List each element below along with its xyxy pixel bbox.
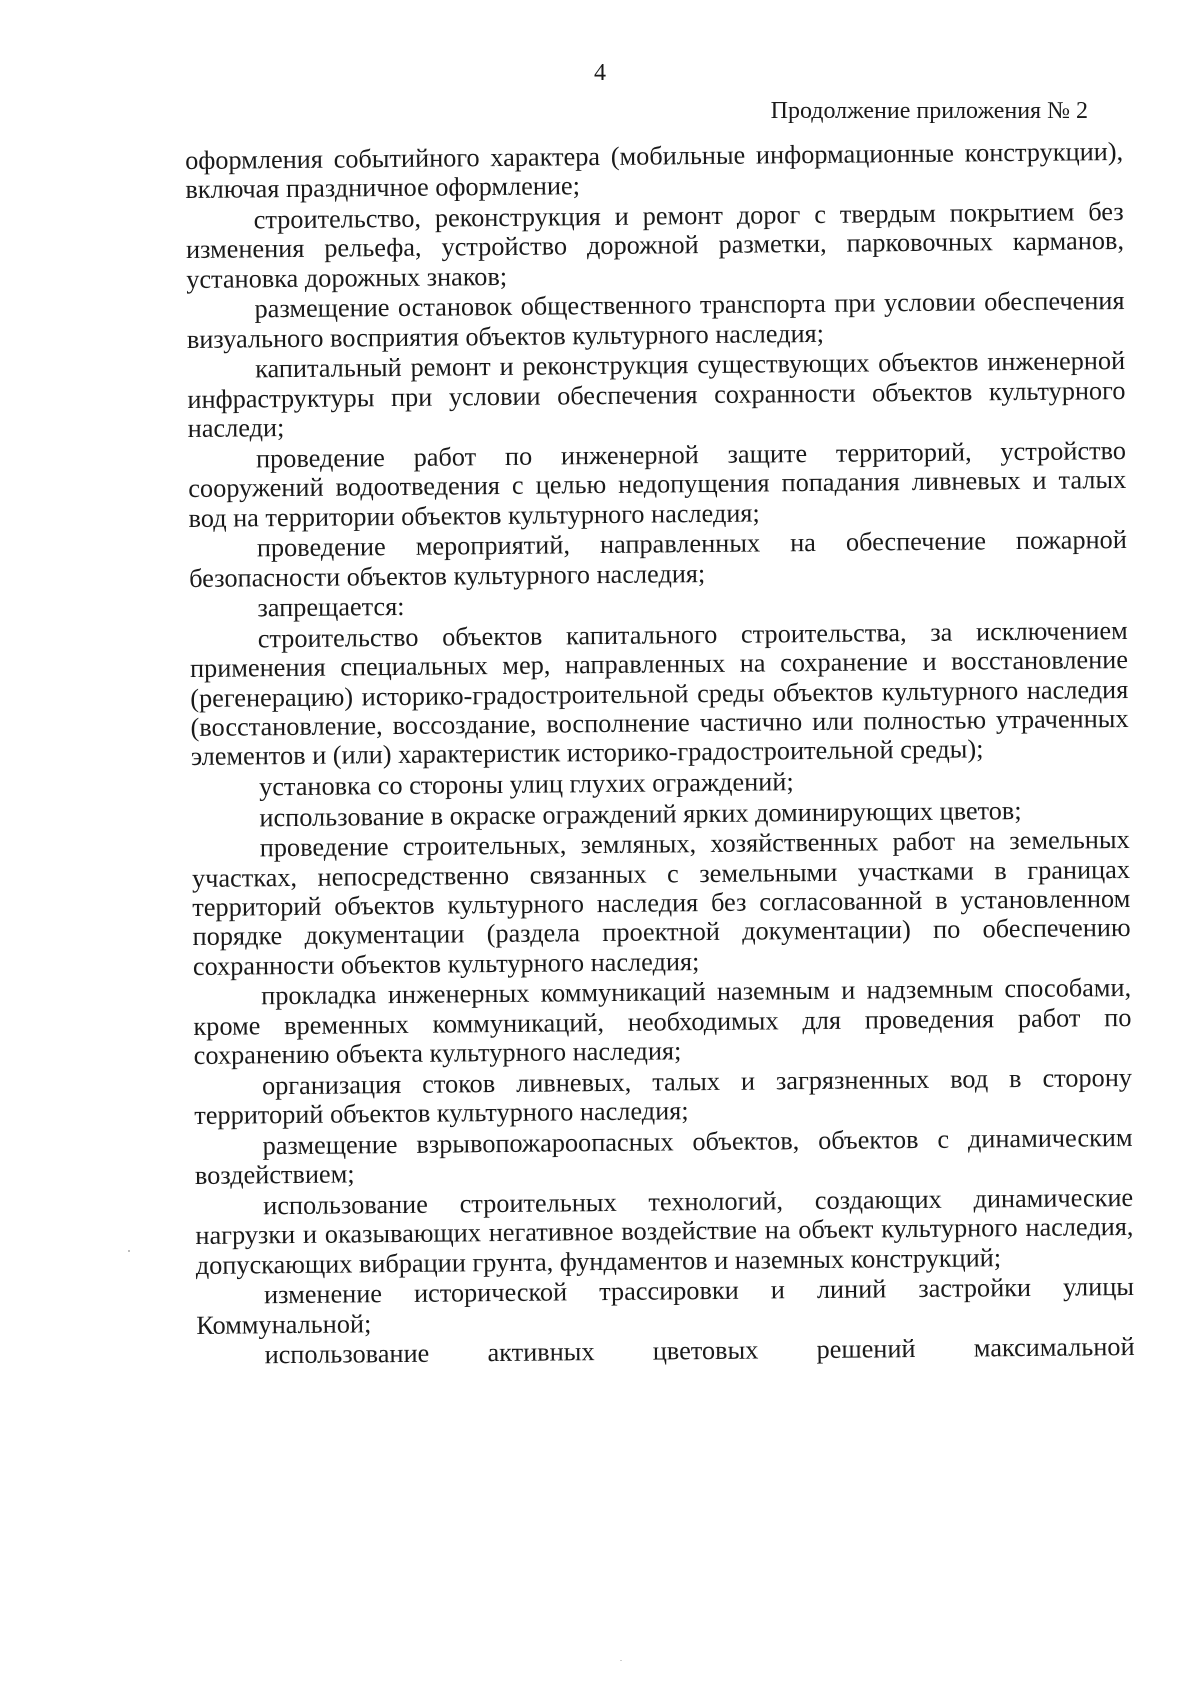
scan-speck [620,1660,622,1661]
paragraph: строительство, реконструкция и ремонт дорог с твердым покрытием без изменения рельефа, устройство дорожной разметки, парковочных карманов, установка дорожных знаков; [185,196,1125,294]
paragraph: использование активных цветовых решений максимальной [264,1332,1135,1370]
paragraph: проведение мероприятий, направленных на обеспечение пожарной безопасности объектов культурного наследия; [189,525,1127,593]
paragraph: проведение строительных, земляных, хозяйственных работ на земельных участках, непосредственно связанных с земельными участками в границах территорий объектов культурного наследия без согласованной в установленном порядке документации (раздела проектной документации) по обеспечению сохранности объектов культурного наследия; [191,825,1131,981]
paragraph: прокладка инженерных коммуникаций наземным и надземным способами, кроме временных коммуникаций, необходимых для проведения работ по сохранению объекта культурного наследия; [193,973,1132,1071]
paragraph: размещение остановок общественного транспорта при условии обеспечения визуального восприятия объектов культурного наследия; [186,286,1125,354]
paragraph: размещение взрывопожароопасных объектов, объектов с динамическим воздействием; [194,1122,1133,1191]
paragraph: установка со стороны улиц глухих ограждений; [259,767,794,802]
paragraph: использование строительных технологий, создающих динамические нагрузки и оказывающих негативное воздействие на объект культурного наследия, допускающих вибрации грунта, фундаментов и наземных конструкций; [195,1182,1134,1280]
paragraph: капитальный ремонт и реконструкция существующих объектов инженерной инфраструктуры при условии обеспечения сохранности объектов культурного наследи; [187,346,1126,444]
paragraph: изменение исторической трассировки и линий застройки улицы Коммунальной; [196,1272,1135,1340]
paragraph: строительство объектов капитального строительства, за исключением применения специальных мер, направленных на сохранение и восстановление (регенерацию) историко-градостроительной среды объектов культурного наследия (восстановление, воссоздание, восполнение частично или полностью утраченных элементов и (или) характеристик историко-градостроительной среды); [189,615,1129,772]
paragraph: оформления событийного характера (мобильные информационные конструкции), включая праздничное оформление; [185,136,1124,205]
document-body [185,137,1135,1371]
page-number: 4 [594,60,606,86]
paragraph: использование в окраске ограждений ярких доминирующих цветов; [259,795,1022,832]
paragraph: организация стоков ливневых, талых и загрязненных вод в сторону территорий объектов культурного наследия; [194,1062,1133,1131]
appendix-continuation-note: Продолжение приложения № 2 [770,98,1088,124]
paragraph-heading: запрещается: [257,592,405,623]
scan-speck [128,1250,130,1252]
paragraph: проведение работ по инженерной защите территорий, устройство сооружений водоотведения с целью недопущения попадания ливневых и талых вод на территории объектов культурного наследия; [188,435,1127,533]
